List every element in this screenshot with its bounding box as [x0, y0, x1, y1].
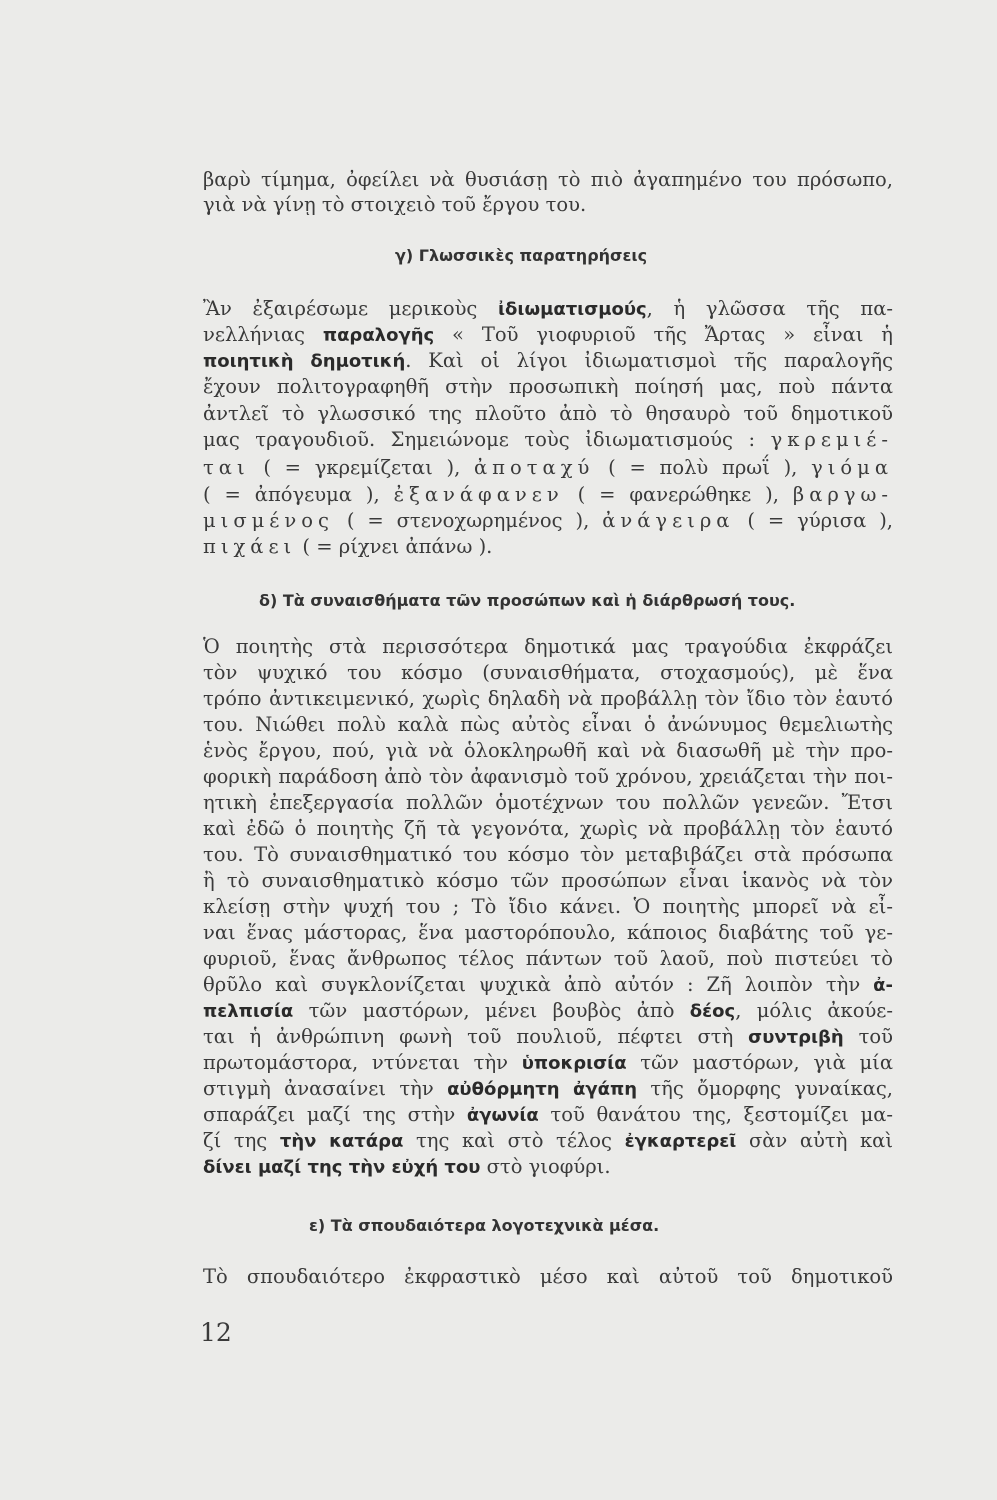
text-span: τῆς ὄμορφης γυναίκας,	[637, 1077, 894, 1100]
text-span: ζί της	[203, 1129, 280, 1152]
text-span: μας τραγουδιοῦ. Σημειώνομε τοὺς ἰδιωματισμούς :	[203, 428, 771, 451]
body-line	[203, 1075, 893, 1103]
dialect-word: ται	[203, 456, 250, 479]
body-line	[203, 997, 893, 1025]
emphasis-term: ἐγκαρτερεῖ	[624, 1131, 737, 1152]
dialect-word: γιόμα	[811, 456, 893, 479]
text-span: της καὶ στὸ τέλος	[403, 1129, 625, 1152]
text-span: σὰν αὐτὴ καὶ	[736, 1129, 893, 1152]
text-span: πρωτομάστορα, ντύνεται τὴν	[203, 1051, 522, 1074]
text-span: ( = ἀπόγευμα ),	[203, 483, 394, 506]
body-line	[203, 454, 893, 481]
text-span: , ἡ γλῶσσα τῆς πα-	[646, 297, 893, 320]
body-line: φυριοῦ, ἕνας ἄνθρωπος τέλος πάντων τοῦ λαοῦ, ποὺ πιστεύει τὸ	[203, 947, 893, 970]
section-heading-d: δ) Τὰ συναισθήματα τῶν προσώπων καὶ ἡ διάρθρωσή τους.	[259, 591, 796, 610]
body-line: ναι ἕνας μάστορας, ἕνα μαστορόπουλο, κάποιος διαβάτης τοῦ γε-	[203, 921, 893, 944]
body-line: τρόπο ἀντικειμενικό, χωρὶς δηλαδὴ νὰ προβάλλῃ τὸν ἴδιο τὸν ἑαυτό	[203, 687, 893, 710]
text-span: ( = πολὺ πρωΐ ),	[594, 456, 812, 479]
text-span: σπαράζει μαζί της στὴν	[203, 1103, 467, 1126]
emphasis-term: αὐθόρμητη ἀγάπη	[447, 1079, 638, 1100]
text-span: στὸ γιοφύρι.	[480, 1155, 611, 1178]
text-span: ( = στενοχωρημένος ),	[333, 509, 603, 532]
dialect-word: ἀποταχύ	[474, 456, 595, 479]
text-span: νελλήνιας	[203, 323, 323, 346]
body-line	[203, 481, 893, 508]
page-number: 12	[200, 1318, 232, 1347]
emphasis-term: ἰδιωματισμούς	[498, 299, 647, 320]
text-span: θρῦλο καὶ συγκλονίζεται ψυχικὰ ἀπὸ αὐτόν : Ζῆ λοιπὸν τὴν	[203, 973, 874, 996]
text-span: ται ἡ ἀνθρώπινη φωνὴ τοῦ πουλιοῦ, πέφτει στὴ	[203, 1025, 749, 1048]
dialect-word: ἐξανάφανεν	[393, 483, 564, 506]
emphasis-term: τὴν κατάρα	[279, 1131, 404, 1152]
body-line: ητικὴ ἐπεξεργασία πολλῶν ὁμοτέχνων του πολλῶν γενεῶν. Ἔτσι	[203, 791, 893, 814]
section-heading-e: ε) Τὰ σπουδαιότερα λογοτεχνικὰ μέσα.	[309, 1216, 660, 1235]
emphasis-term: παραλογῆς	[322, 325, 435, 346]
body-line	[203, 347, 893, 375]
body-line	[203, 1153, 893, 1181]
body-line	[203, 533, 893, 560]
text-span: , μόλις ἀκούε-	[735, 999, 893, 1022]
dialect-word: ἀνάγειρα	[602, 509, 735, 532]
body-line: Ὁ ποιητὴς στὰ περισσότερα δημοτικά μας τραγούδια ἐκφράζει	[203, 635, 893, 658]
body-line: ἀντλεῖ τὸ γλωσσικό της πλοῦτο ἀπὸ τὸ θησαυρὸ τοῦ δημοτικοῦ	[203, 402, 893, 425]
body-line: ἔχουν πολιτογραφηθῆ στὴν προσωπικὴ ποίησή μας, ποὺ πάντα	[203, 375, 893, 398]
body-line: βαρὺ τίμημα, ὀφείλει νὰ θυσιάσῃ τὸ πιὸ ἀγαπημένο του πρόσωπο,	[203, 168, 893, 191]
emphasis-term: δίνει μαζί της τὴν εὐχή του	[203, 1157, 481, 1178]
text-span: τοῦ θανάτου της, ξεστομίζει μα-	[538, 1103, 894, 1126]
emphasis-term: συντριβὴ	[748, 1027, 844, 1048]
text-span: τῶν μαστόρων, μένει βουβὸς ἀπὸ	[293, 999, 690, 1022]
text-span: . Καὶ οἱ λίγοι ἰδιωματισμοὶ τῆς παραλογῆς	[405, 349, 893, 372]
body-line: φορικὴ παράδοση ἀπὸ τὸν ἀφανισμὸ τοῦ χρόνου, χρειάζεται τὴν ποι-	[203, 765, 893, 788]
body-line: κλείσῃ στὴν ψυχή του ; Τὸ ἴδιο κάνει. Ὁ ποιητὴς μπορεῖ νὰ εἶ-	[203, 895, 893, 918]
emphasis-term: ὑποκρισία	[521, 1053, 627, 1074]
body-line: του. Τὸ συναισθηματικό του κόσμο τὸν μεταβιβάζει στὰ πρόσωπα	[203, 843, 893, 866]
body-line	[203, 1101, 893, 1129]
body-line	[203, 426, 893, 453]
text-span: ( = γκρεμίζεται ),	[249, 456, 475, 479]
body-line: τὸν ψυχικό του κόσμο (συναισθήματα, στοχασμούς), μὲ ἕνα	[203, 661, 893, 684]
body-line	[203, 507, 893, 534]
dialect-word: γκρεμιέ-	[770, 428, 893, 451]
body-line	[203, 1049, 893, 1077]
dialect-word: βαργω-	[792, 483, 893, 506]
body-line	[203, 971, 893, 999]
body-line	[203, 321, 893, 349]
emphasis-term: ἀ-	[873, 975, 893, 996]
body-line	[203, 1127, 893, 1155]
text-span: στιγμὴ ἀνασαίνει τὴν	[203, 1077, 448, 1100]
text-span: ( = φανερώθηκε ),	[563, 483, 793, 506]
text-span: ( = ρίχνει ἀπάνω ).	[296, 535, 493, 558]
body-line: ἢ τὸ συναισθηματικὸ κόσμο τῶν προσώπων εἶναι ἱκανὸς νὰ τὸν	[203, 869, 893, 892]
dialect-word: πιχάει	[203, 535, 297, 558]
text-span: τῶν μαστόρων, γιὰ μία	[626, 1051, 893, 1074]
dialect-word: μισμένος	[203, 509, 334, 532]
body-line: Τὸ σπουδαιότερο ἐκφραστικὸ μέσο καὶ αὐτοῦ τοῦ δημοτικοῦ	[203, 1265, 893, 1288]
emphasis-term: ἀγωνία	[466, 1105, 539, 1126]
text-span: τοῦ	[843, 1025, 893, 1048]
emphasis-term: πελπισία	[203, 1001, 294, 1022]
body-line	[203, 1023, 893, 1051]
body-line	[203, 295, 893, 323]
emphasis-term: δέος	[689, 1001, 736, 1022]
text-span: « Τοῦ γιοφυριοῦ τῆς Ἄρτας » εἶναι ἡ	[434, 323, 893, 346]
emphasis-term: ποιητικὴ δημοτική	[203, 351, 406, 372]
body-line: καὶ ἐδῶ ὁ ποιητὴς ζῆ τὰ γεγονότα, χωρὶς νὰ προβάλλῃ τὸν ἑαυτό	[203, 817, 893, 840]
section-heading-c: γ) Γλωσσικὲς παρατηρήσεις	[395, 246, 648, 265]
text-span: ( = γύρισα ),	[734, 509, 893, 532]
body-line: γιὰ νὰ γίνῃ τὸ στοιχειὸ τοῦ ἔργου του.	[203, 193, 587, 216]
body-line: του. Νιώθει πολὺ καλὰ πὼς αὐτὸς εἶναι ὁ ἀνώνυμος θεμελιωτὴς	[203, 713, 893, 736]
body-line: ἑνὸς ἔργου, πού, γιὰ νὰ ὁλοκληρωθῆ καὶ νὰ διασωθῆ μὲ τὴν προ-	[203, 739, 893, 762]
text-span: Ἂν ἐξαιρέσωμε μερικοὺς	[203, 297, 499, 320]
